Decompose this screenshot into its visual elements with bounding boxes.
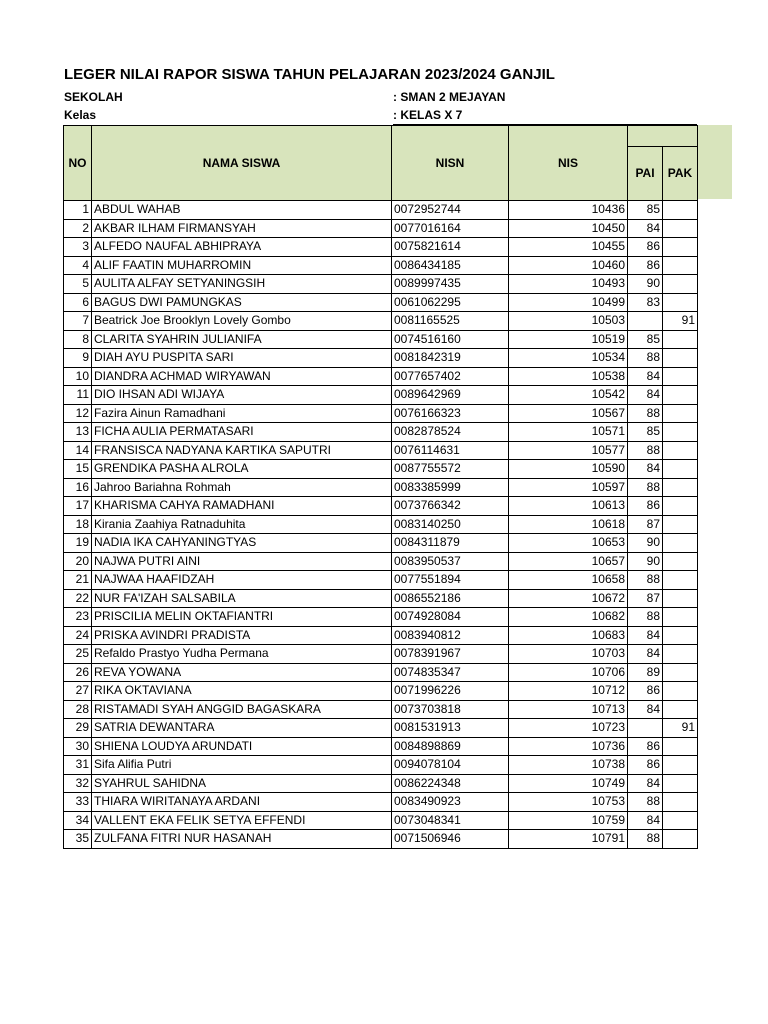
cell-no: 9: [64, 349, 92, 368]
cell-pai: 83: [628, 293, 663, 312]
column-header-no: NO: [64, 126, 92, 201]
cell-nisn: 0071996226: [392, 682, 509, 701]
cell-nis: 10493: [509, 275, 628, 294]
column-header-nama: NAMA SISWA: [92, 126, 392, 201]
cell-nama: RISTAMADI SYAH ANGGID BAGASKARA: [92, 700, 392, 719]
cell-nis: 10658: [509, 571, 628, 590]
cell-pai: 84: [628, 626, 663, 645]
cell-nisn: 0076166323: [392, 404, 509, 423]
cell-nis: 10460: [509, 256, 628, 275]
cell-pak: [663, 626, 698, 645]
cell-pak: [663, 682, 698, 701]
cell-pak: [663, 700, 698, 719]
cell-pai: 87: [628, 515, 663, 534]
cell-nis: 10571: [509, 423, 628, 442]
cell-pak: [663, 293, 698, 312]
table-row: [64, 275, 698, 294]
table-row: [64, 256, 698, 275]
cell-pak: [663, 774, 698, 793]
cell-nama: NAJWAA HAAFIDZAH: [92, 571, 392, 590]
table-row: [64, 423, 698, 442]
cell-no: 33: [64, 793, 92, 812]
cell-nisn: 0071506946: [392, 830, 509, 849]
table-row: [64, 367, 698, 386]
cell-pai: 84: [628, 386, 663, 405]
cell-no: 32: [64, 774, 92, 793]
cell-pai: 84: [628, 774, 663, 793]
sekolah-label: SEKOLAH: [64, 90, 123, 104]
table-row: [64, 626, 698, 645]
cell-nisn: 0077657402: [392, 367, 509, 386]
table-row: [64, 349, 698, 368]
cell-nis: 10682: [509, 608, 628, 627]
cell-nama: ZULFANA FITRI NUR HASANAH: [92, 830, 392, 849]
cell-no: 14: [64, 441, 92, 460]
cell-nis: 10519: [509, 330, 628, 349]
cell-nisn: 0081842319: [392, 349, 509, 368]
table-row: [64, 497, 698, 516]
cell-no: 2: [64, 219, 92, 238]
cell-no: 29: [64, 719, 92, 738]
cell-nis: 10723: [509, 719, 628, 738]
cell-nama: NAJWA PUTRI AINI: [92, 552, 392, 571]
cell-nis: 10597: [509, 478, 628, 497]
cell-no: 4: [64, 256, 92, 275]
cell-pai: 90: [628, 552, 663, 571]
table-row: [64, 571, 698, 590]
cell-pai: 84: [628, 219, 663, 238]
table-row: [64, 238, 698, 257]
table-row: [64, 589, 698, 608]
table-row: [64, 515, 698, 534]
cell-pai: 88: [628, 404, 663, 423]
cell-nis: 10618: [509, 515, 628, 534]
cell-no: 22: [64, 589, 92, 608]
cell-nama: DIANDRA ACHMAD WIRYAWAN: [92, 367, 392, 386]
cell-pai: 84: [628, 645, 663, 664]
cell-nama: GRENDIKA PASHA ALROLA: [92, 460, 392, 479]
cell-nisn: 0083490923: [392, 793, 509, 812]
cell-nisn: 0083950537: [392, 552, 509, 571]
cell-pak: [663, 534, 698, 553]
cell-no: 8: [64, 330, 92, 349]
cell-nama: REVA YOWANA: [92, 663, 392, 682]
cell-nis: 10538: [509, 367, 628, 386]
cell-nis: 10534: [509, 349, 628, 368]
cell-nisn: 0081165525: [392, 312, 509, 331]
cell-nisn: 0076114631: [392, 441, 509, 460]
cell-nis: 10713: [509, 700, 628, 719]
cell-nisn: 0084311879: [392, 534, 509, 553]
table-row: [64, 737, 698, 756]
cell-nama: VALLENT EKA FELIK SETYA EFFENDI: [92, 811, 392, 830]
cell-no: 6: [64, 293, 92, 312]
table-row: [64, 608, 698, 627]
cell-nis: 10653: [509, 534, 628, 553]
table-row: [64, 719, 698, 738]
cell-no: 19: [64, 534, 92, 553]
cell-no: 30: [64, 737, 92, 756]
cell-no: 35: [64, 830, 92, 849]
cell-nisn: 0089642969: [392, 386, 509, 405]
cell-pak: [663, 793, 698, 812]
cell-nis: 10450: [509, 219, 628, 238]
cell-nisn: 0087755572: [392, 460, 509, 479]
cell-pai: 86: [628, 256, 663, 275]
cell-nisn: 0061062295: [392, 293, 509, 312]
cell-pai: 84: [628, 811, 663, 830]
column-header-pai: PAI: [628, 147, 663, 201]
cell-nama: FRANSISCA NADYANA KARTIKA SAPUTRI: [92, 441, 392, 460]
cell-pak: [663, 238, 698, 257]
cell-pai: 85: [628, 423, 663, 442]
table-row: [64, 830, 698, 849]
cell-nama: DIO IHSAN ADI WIJAYA: [92, 386, 392, 405]
cell-no: 27: [64, 682, 92, 701]
cell-no: 1: [64, 201, 92, 220]
cell-pak: [663, 367, 698, 386]
cell-pak: [663, 589, 698, 608]
cell-nisn: 0094078104: [392, 756, 509, 775]
cell-no: 12: [64, 404, 92, 423]
cell-pai: 88: [628, 441, 663, 460]
cell-nama: SATRIA DEWANTARA: [92, 719, 392, 738]
cell-nama: NADIA IKA CAHYANINGTYAS: [92, 534, 392, 553]
kelas-value: : KELAS X 7: [393, 108, 463, 122]
cell-no: 18: [64, 515, 92, 534]
cell-nama: ALFEDO NAUFAL ABHIPRAYA: [92, 238, 392, 257]
cell-no: 10: [64, 367, 92, 386]
cell-nisn: 0078391967: [392, 645, 509, 664]
cell-nisn: 0083140250: [392, 515, 509, 534]
header-fill-extension: [696, 125, 732, 199]
table-row: [64, 404, 698, 423]
cell-nis: 10712: [509, 682, 628, 701]
cell-pak: [663, 830, 698, 849]
cell-nis: 10590: [509, 460, 628, 479]
table-row: [64, 700, 698, 719]
cell-nis: 10567: [509, 404, 628, 423]
cell-pai: 88: [628, 571, 663, 590]
cell-nisn: 0077016164: [392, 219, 509, 238]
cell-no: 7: [64, 312, 92, 331]
cell-no: 20: [64, 552, 92, 571]
cell-pai: 87: [628, 589, 663, 608]
cell-no: 26: [64, 663, 92, 682]
cell-nis: 10613: [509, 497, 628, 516]
cell-pai: 88: [628, 349, 663, 368]
cell-pai: 84: [628, 700, 663, 719]
cell-nama: Kirania Zaahiya Ratnaduhita: [92, 515, 392, 534]
cell-pak: [663, 201, 698, 220]
table-row: [64, 460, 698, 479]
cell-pak: [663, 423, 698, 442]
cell-nis: 10703: [509, 645, 628, 664]
cell-no: 24: [64, 626, 92, 645]
cell-nama: Jahroo Bariahna Rohmah: [92, 478, 392, 497]
cell-nisn: 0074835347: [392, 663, 509, 682]
cell-no: 5: [64, 275, 92, 294]
cell-pak: [663, 811, 698, 830]
cell-pai: 86: [628, 497, 663, 516]
cell-nama: PRISKA AVINDRI PRADISTA: [92, 626, 392, 645]
cell-nis: 10683: [509, 626, 628, 645]
cell-nama: AKBAR ILHAM FIRMANSYAH: [92, 219, 392, 238]
column-header-pak: PAK: [663, 147, 698, 201]
cell-nisn: 0073703818: [392, 700, 509, 719]
cell-pak: [663, 275, 698, 294]
cell-pak: 91: [663, 719, 698, 738]
cell-no: 21: [64, 571, 92, 590]
cell-pai: 86: [628, 238, 663, 257]
cell-pak: [663, 571, 698, 590]
cell-pak: [663, 349, 698, 368]
cell-pak: [663, 608, 698, 627]
cell-pak: [663, 645, 698, 664]
cell-no: 15: [64, 460, 92, 479]
table-row: [64, 534, 698, 553]
cell-pai: 84: [628, 460, 663, 479]
cell-nama: SHIENA LOUDYA ARUNDATI: [92, 737, 392, 756]
cell-pak: [663, 756, 698, 775]
cell-nis: 10503: [509, 312, 628, 331]
table-row: [64, 793, 698, 812]
cell-no: 17: [64, 497, 92, 516]
cell-nama: DIAH AYU PUSPITA SARI: [92, 349, 392, 368]
cell-pak: [663, 460, 698, 479]
table-row: [64, 386, 698, 405]
cell-nis: 10759: [509, 811, 628, 830]
cell-nis: 10499: [509, 293, 628, 312]
table-row: [64, 478, 698, 497]
cell-pak: [663, 386, 698, 405]
grades-table: [63, 125, 698, 849]
cell-nisn: 0086434185: [392, 256, 509, 275]
table-row: [64, 756, 698, 775]
cell-nama: Refaldo Prastyo Yudha Permana: [92, 645, 392, 664]
cell-nama: ALIF FAATIN MUHARROMIN: [92, 256, 392, 275]
table-row: [64, 312, 698, 331]
cell-nama: PRISCILIA MELIN OKTAFIANTRI: [92, 608, 392, 627]
cell-nisn: 0075821614: [392, 238, 509, 257]
table-row: [64, 330, 698, 349]
cell-nis: 10577: [509, 441, 628, 460]
cell-pak: [663, 330, 698, 349]
cell-nisn: 0089997435: [392, 275, 509, 294]
cell-nisn: 0083940812: [392, 626, 509, 645]
cell-pak: [663, 663, 698, 682]
cell-pak: [663, 441, 698, 460]
cell-no: 13: [64, 423, 92, 442]
cell-pai: 86: [628, 756, 663, 775]
cell-nama: CLARITA SYAHRIN JULIANIFA: [92, 330, 392, 349]
cell-nisn: 0081531913: [392, 719, 509, 738]
cell-pak: [663, 737, 698, 756]
cell-nis: 10436: [509, 201, 628, 220]
sekolah-value: : SMAN 2 MEJAYAN: [393, 90, 506, 104]
cell-nama: SYAHRUL SAHIDNA: [92, 774, 392, 793]
cell-nis: 10749: [509, 774, 628, 793]
cell-nama: RIKA OKTAVIANA: [92, 682, 392, 701]
cell-pai: 88: [628, 830, 663, 849]
cell-nisn: 0073048341: [392, 811, 509, 830]
table-row: [64, 441, 698, 460]
cell-no: 28: [64, 700, 92, 719]
cell-pak: 91: [663, 312, 698, 331]
student-rows: [64, 201, 698, 849]
cell-nama: Sifa Alifia Putri: [92, 756, 392, 775]
column-header-nisn: NISN: [392, 126, 509, 201]
table-row: [64, 201, 698, 220]
cell-nis: 10706: [509, 663, 628, 682]
cell-nis: 10791: [509, 830, 628, 849]
cell-pai: 86: [628, 682, 663, 701]
cell-pai: [628, 719, 663, 738]
cell-nama: AULITA ALFAY SETYANINGSIH: [92, 275, 392, 294]
table-row: [64, 811, 698, 830]
cell-nisn: 0086552186: [392, 589, 509, 608]
cell-nama: Beatrick Joe Brooklyn Lovely Gombo: [92, 312, 392, 331]
cell-no: 16: [64, 478, 92, 497]
cell-nisn: 0082878524: [392, 423, 509, 442]
cell-nama: Fazira Ainun Ramadhani: [92, 404, 392, 423]
cell-no: 31: [64, 756, 92, 775]
cell-pak: [663, 404, 698, 423]
cell-nis: 10738: [509, 756, 628, 775]
cell-pai: 88: [628, 478, 663, 497]
cell-no: 23: [64, 608, 92, 627]
cell-nama: THIARA WIRITANAYA ARDANI: [92, 793, 392, 812]
table-row: [64, 293, 698, 312]
cell-pak: [663, 256, 698, 275]
table-row: [64, 682, 698, 701]
cell-nis: 10455: [509, 238, 628, 257]
cell-nisn: 0083385999: [392, 478, 509, 497]
document-title: LEGER NILAI RAPOR SISWA TAHUN PELAJARAN 2023/2024 GANJIL: [64, 66, 555, 83]
cell-pak: [663, 219, 698, 238]
cell-no: 11: [64, 386, 92, 405]
cell-no: 3: [64, 238, 92, 257]
cell-nisn: 0072952744: [392, 201, 509, 220]
cell-pai: 89: [628, 663, 663, 682]
cell-pai: 88: [628, 793, 663, 812]
cell-no: 34: [64, 811, 92, 830]
table-row: [64, 774, 698, 793]
cell-nisn: 0073766342: [392, 497, 509, 516]
cell-pai: 86: [628, 737, 663, 756]
cell-nisn: 0086224348: [392, 774, 509, 793]
cell-pak: [663, 552, 698, 571]
table-row: [64, 552, 698, 571]
cell-nisn: 0084898869: [392, 737, 509, 756]
table-row: [64, 219, 698, 238]
cell-pai: 88: [628, 608, 663, 627]
cell-pai: [628, 312, 663, 331]
cell-nisn: 0074516160: [392, 330, 509, 349]
cell-nama: KHARISMA CAHYA RAMADHANI: [92, 497, 392, 516]
cell-nis: 10672: [509, 589, 628, 608]
cell-nama: ABDUL WAHAB: [92, 201, 392, 220]
cell-nisn: 0077551894: [392, 571, 509, 590]
table-row: [64, 663, 698, 682]
cell-nama: NUR FA'IZAH SALSABILA: [92, 589, 392, 608]
cell-pai: 90: [628, 275, 663, 294]
table-row: [64, 645, 698, 664]
cell-nama: BAGUS DWI PAMUNGKAS: [92, 293, 392, 312]
cell-pak: [663, 497, 698, 516]
cell-nis: 10542: [509, 386, 628, 405]
cell-pak: [663, 478, 698, 497]
cell-pai: 84: [628, 367, 663, 386]
cell-pak: [663, 515, 698, 534]
cell-nis: 10657: [509, 552, 628, 571]
cell-nis: 10753: [509, 793, 628, 812]
column-header-subject-group: [628, 126, 698, 147]
cell-pai: 90: [628, 534, 663, 553]
kelas-label: Kelas: [64, 108, 97, 122]
cell-nisn: 0074928084: [392, 608, 509, 627]
column-header-nis: NIS: [509, 126, 628, 201]
cell-nama: FICHA AULIA PERMATASARI: [92, 423, 392, 442]
cell-pai: 85: [628, 201, 663, 220]
cell-nis: 10736: [509, 737, 628, 756]
cell-pai: 85: [628, 330, 663, 349]
cell-no: 25: [64, 645, 92, 664]
